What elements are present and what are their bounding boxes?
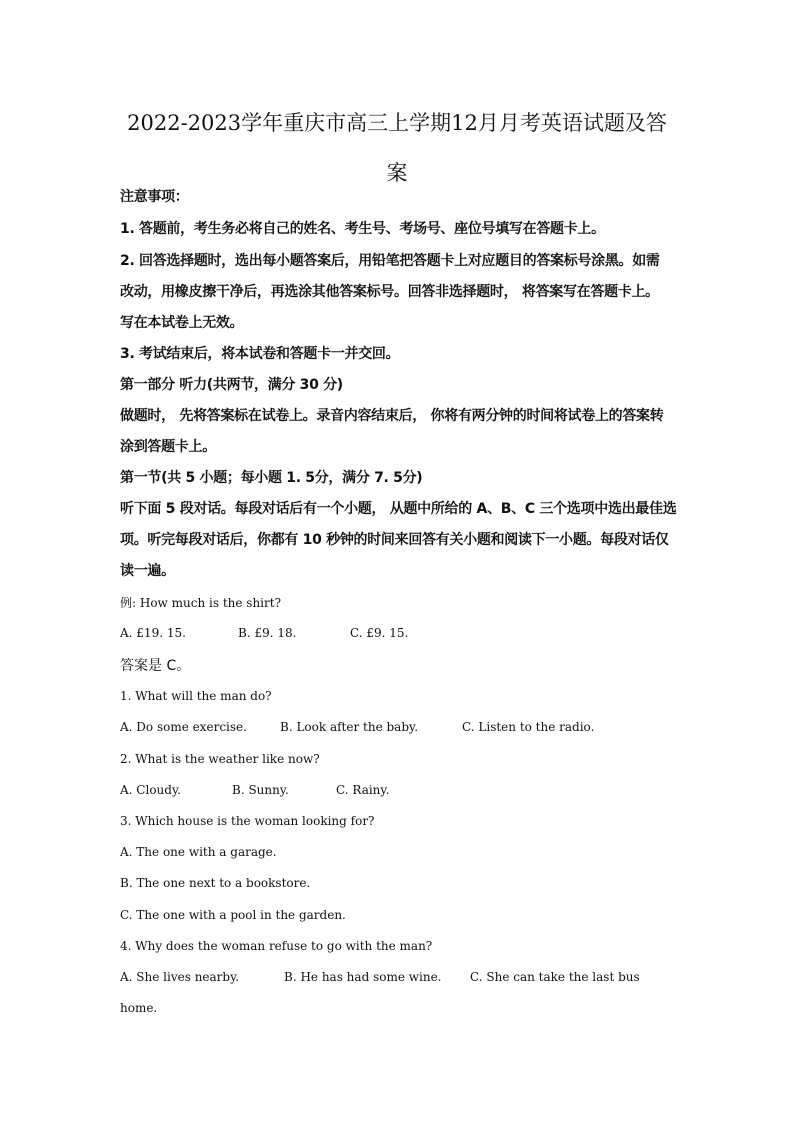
question-2: 2. What is the weather like now? <box>120 752 320 766</box>
notice-item-3: 3. 考试结束后，将本试卷和答题卡一并交回。 <box>120 346 400 362</box>
question-3: 3. Which house is the woman looking for? <box>120 814 375 828</box>
question-4-option-a: A. She lives nearby. <box>120 970 240 984</box>
notice-item-2-line-2: 改动，用橡皮擦干净后，再选涂其他答案标号。回答非选择题时， 将答案写在答题卡上。 <box>120 284 659 300</box>
question-1: 1. What will the man do? <box>120 689 272 703</box>
section-1-instructions-line-2: 项。听完每段对话后，你都有 10 秒钟的时间来回答有关小题和阅读下一小题。每段对话仅 <box>120 532 669 548</box>
section-1-instructions-line-1: 听下面 5 段对话。每段对话后有一个小题， 从题中所给的 A、B、C 三个选项中选出最佳选 <box>120 501 677 517</box>
part-1-heading: 第一部分 听力(共两节，满分 30 分) <box>120 377 343 393</box>
question-4-option-b: B. He has had some wine. <box>284 970 442 984</box>
part-1-instructions-line-1: 做题时， 先将答案标在试卷上。录音内容结束后， 你将有两分钟的时间将试卷上的答案转 <box>120 408 664 424</box>
title-line-2: 案 <box>386 161 408 185</box>
question-4: 4. Why does the woman refuse to go with the man? <box>120 939 433 953</box>
question-3-option-b: B. The one next to a bookstore. <box>120 876 311 890</box>
question-2-option-b: B. Sunny. <box>232 783 289 797</box>
question-3-option-c: C. The one with a pool in the garden. <box>120 908 346 922</box>
document-title <box>120 98 674 198</box>
section-1-instructions-line-3: 读一遍。 <box>120 563 175 579</box>
notice-item-1: 1. 答题前，考生务必将自己的姓名、考生号、考场号、座位号填写在答题卡上。 <box>120 221 605 237</box>
notice-heading: 注意事项： <box>120 189 189 205</box>
question-3-option-a: A. The one with a garage. <box>120 845 277 859</box>
example-answer: 答案是 C。 <box>120 658 191 674</box>
notice-item-2-line-1: 2. 回答选择题时，选出每小题答案后，用铅笔把答题卡上对应题目的答案标号涂黑。如需 <box>120 253 660 269</box>
question-4-option-c-continued: home. <box>120 1001 158 1015</box>
question-1-option-c: C. Listen to the radio. <box>462 720 595 734</box>
title-line-1: 2022-2023学年重庆市高三上学期12月月考英语试题及答 <box>127 111 667 135</box>
part-1-instructions-line-2: 涂到答题卡上。 <box>120 439 216 455</box>
example-option-b: B. £9. 18. <box>238 626 297 640</box>
section-1-heading: 第一节(共 5 小题；每小题 1. 5分，满分 7. 5分) <box>120 470 423 486</box>
notice-item-2-line-3: 写在本试卷上无效。 <box>120 315 244 331</box>
example-option-c: C. £9. 15. <box>350 626 409 640</box>
question-1-option-a: A. Do some exercise. <box>120 720 247 734</box>
question-1-option-b: B. Look after the baby. <box>280 720 419 734</box>
question-2-option-c: C. Rainy. <box>336 783 390 797</box>
question-2-option-a: A. Cloudy. <box>120 783 181 797</box>
example-question: 例: How much is the shirt? <box>120 596 281 610</box>
example-option-a: A. £19. 15. <box>120 626 186 640</box>
question-4-option-c: C. She can take the last bus <box>470 970 640 984</box>
